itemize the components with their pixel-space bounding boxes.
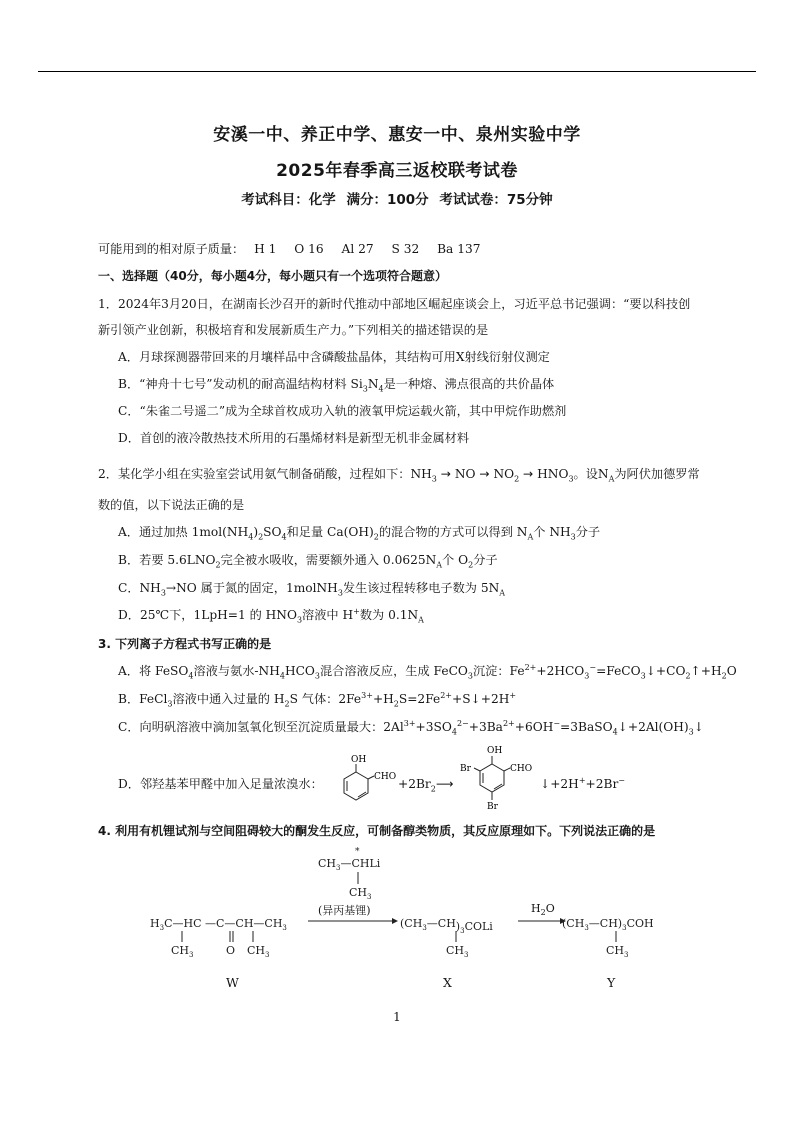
q2-option-b: B．若要 $5.6LNO_2$完全被水吸收，需要额外通入 $0.0625N_A$个 $O_2$分子 [118,553,498,570]
svg-text:Br: Br [487,802,498,812]
exam-title: 2025年春季高三返校联考试卷 [276,161,518,181]
svg-text:*: * [355,847,360,857]
compound-label-x: X [443,975,452,990]
q3-option-d: D．邻羟基苯甲醛中加入足量浓溴水： [118,777,323,791]
schools-title: 安溪一中、养正中学、惠安一中、泉州实验中学 [213,125,581,145]
q1-stem-2: 新引领产业创新，积极培育和发展新质生产力。”下列相关的描述错误的是 [98,323,489,337]
svg-text:(CH3—CH)3COLi: $(CH_3—CH)_3COLi$ [400,917,493,935]
svg-text:CH3: $CH_3$ [171,944,194,959]
score-label: 满分：100分 [346,192,429,208]
svg-text:(CH3—CH)3COH: $(CH_3—CH)_3COH$ [562,917,654,932]
svg-text:Br: Br [460,764,471,774]
q3-d-bromine: $+2Br_2⟶$ [398,777,454,794]
mass-item: Al 27 [341,242,374,256]
svg-text:CH3: $CH_3$ [606,944,629,959]
q2-stem-1: 2．某化学小组在实验室尝试用氨气制备硝酸，过程如下：$NH_3$ → NO → $NO_2 \to HNO_3$。设$N_A$为阿伏加德罗常 [98,467,700,484]
svg-text:CH3: $CH_3$ [349,886,372,901]
svg-text:H3C—HC —C—CH—CH3: $H_3C—HC$ $—C—CH—CH_3$ [150,917,287,932]
svg-text:CH3: $CH_3$ [247,944,270,959]
q3-option-b: B．FeCl$_3$溶液中通入过量的 $H_2S$ 气体：$2Fe^{3+}+H_2S=2Fe^{2+}+S↓+2H^+$ [118,690,517,709]
svg-text:OH: OH [351,755,367,765]
mass-item: H 1 [254,242,277,256]
q3-stem: 3. 下列离子方程式书写正确的是 [98,637,272,651]
svg-text:OH: OH [487,746,503,756]
q2-option-a: A．通过加热 $1mol(NH_4)_2SO_4$和足量 $Ca(OH)_2$的混合物的方式可以得到 $N_A$个 $NH_3$分子 [118,525,601,542]
time-label: 考试试卷：75分钟 [439,192,553,208]
q3-d-products: ↓+2H++2Br− [540,775,625,791]
page-number: 1 [393,1010,401,1024]
atomic-masses-label: 可能用到的相对原子质量： [98,242,245,256]
svg-text:CHO: CHO [374,772,397,782]
q1-option-c: C．“朱雀二号遥二”成为全球首枚成功入轨的液氧甲烷运载火箭，其中甲烷作助燃剂 [118,404,567,418]
mass-item: S 32 [391,242,420,256]
svg-text:CH3: $CH_3$ [446,944,469,959]
svg-text:CHO: CHO [510,764,533,774]
mass-item: Ba 137 [437,242,481,256]
q3-option-c: C．向明矾溶液中滴加氢氧化钡至沉淀质量最大：$2Al^{3+}+3SO_4^{2-}+3Ba^{2+}+6OH^-=3BaSO_4↓+2Al(OH)_3↓$ [118,718,704,737]
q4-stem: 4. 利用有机锂试剂与空间阻碍较大的酮发生反应，可制备醇类物质，其反应原理如下。下列说法正确的是 [98,824,656,838]
mass-item: O 16 [294,242,324,256]
q2-stem-2: 数的值，以下说法正确的是 [98,498,245,512]
q2-option-c: C．$NH_3\to NO$ 属于氮的固定，1molNH$_3$发生该过程转移电子数为 $5N_A$ [118,581,506,598]
svg-text:O: O [226,944,236,957]
compound-label-y: Y [607,975,616,990]
isopropyllithium-label: (异丙基锂) [318,904,371,917]
q1-option-a: A．月球探测器带回来的月壤样品中含磷酸盐晶体，其结构可用X射线衍射仪测定 [118,350,550,364]
section-1-title: 一、选择题（40分，每小题4分，每小题只有一个选项符合题意） [98,269,448,283]
q1-stem-1: 1．2024年3月20日，在湖南长沙召开的新时代推动中部地区崛起座谈会上，习近平总书记强调：“要以科技创 [98,297,691,311]
subject-label: 考试科目：化学 [241,192,336,208]
q2-option-d: D．25℃下，1LpH=1 的 $HNO_3$溶液中 H+数为 $0.1N_A$ [118,606,424,625]
q1-option-b: B．“神舟十七号”发动机的耐高温结构材料 $Si_3N_4$是一种熔、沸点很高的共价晶体 [118,377,555,394]
q1-option-d: D．首创的液冷散热技术所用的石墨烯材料是新型无机非金属材料 [118,431,470,445]
water-reagent: $H_2O$ [531,902,555,918]
compound-label-w: W [226,975,239,990]
q3-option-a: A．将 FeSO$_4$溶液与氨水$-NH_4HCO_3$混合溶液反应，生成 FeCO$_3$沉淀：$Fe^{2+}+2HCO_3^-=FeCO_3↓+CO_2↑+H_2O$ [118,662,737,681]
svg-text:CH3—CHLi: $CH_3—CHLi$ [318,857,381,872]
